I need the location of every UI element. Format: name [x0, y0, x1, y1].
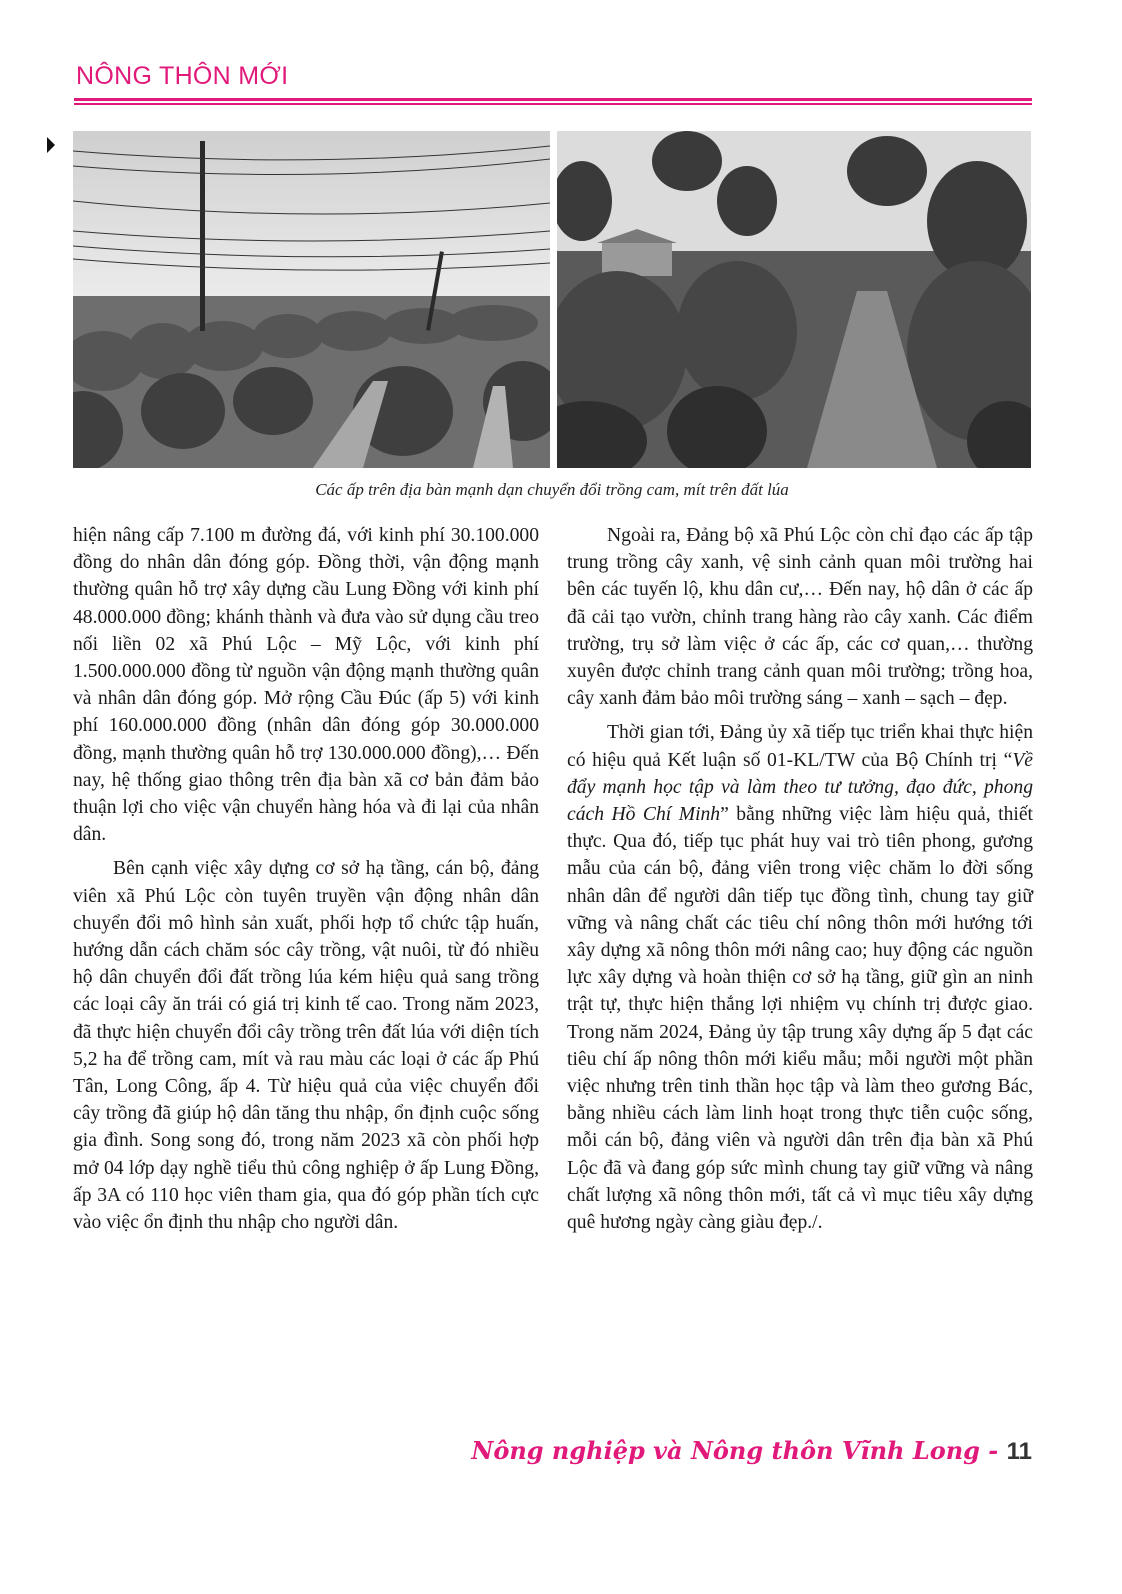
- section-label: NÔNG THÔN MỚI: [76, 62, 289, 90]
- paragraph: Bên cạnh việc xây dựng cơ sở hạ tầng, cán bộ, đảng viên xã Phú Lộc còn tuyên truyền vận động nhân dân chuyển đổi mô hình sản xuất, phối hợp tổ chức tập huấn, hướng dẫn cách chăm sóc cây trồng, vật nuôi, từ đó nhiều hộ dân chuyển đổi đất trồng lúa kém hiệu quả sang trồng các loại cây ăn trái có giá trị kinh tế cao. Trong năm 2023, đã thực hiện chuyển đổi cây trồng trên đất lúa với diện tích 5,2 ha để trồng cam, mít và rau màu các loại ở các ấp Phú Tân, Long Công, ấp 4. Từ hiệu quả của việc chuyển đổi cây trồng đã giúp hộ dân tăng thu nhập, ổn định cuộc sống gia đình. Song song đó, trong năm 2023 xã còn phối hợp mở 04 lớp dạy nghề tiểu thủ công nghiệp ở ấp Lung Đồng, ấp 3A có 110 học viên tham gia, qua đó góp phần tích cực vào việc ổn định thu nhập cho người dân.: [73, 858, 539, 1234]
- photo-right: [557, 131, 1031, 468]
- footer-separator: -: [979, 1436, 1007, 1465]
- column-right: [567, 522, 1033, 1243]
- header-rule-top: [74, 98, 1032, 101]
- photo-caption: Các ấp trên địa bàn mạnh dạn chuyển đổi trồng cam, mít trên đất lúa: [315, 480, 789, 499]
- paragraph: Ngoài ra, Đảng bộ xã Phú Lộc còn chỉ đạo các ấp tập trung trồng cây xanh, vệ sinh cảnh quan môi trường hai bên các tuyến lộ, khu dân cư,… Đến nay, hộ dân ở các ấp đã cải tạo vườn, chỉnh trang hàng rào cây xanh. Các điểm trường, trụ sở làm việc ở các ấp, các cơ quan,… thường xuyên được chỉnh trang cảnh quan môi trường; trồng hoa, cây xanh đảm bảo môi trường sáng – xanh – sạch – đẹp.: [567, 525, 1033, 710]
- photo-left: [73, 131, 550, 468]
- page-number: 11: [1006, 1438, 1032, 1465]
- paragraph: [567, 719, 1033, 1236]
- quote-title: Về đẩy mạnh học tập và làm theo tư tưởng, đạo đức, phong cách Hồ Chí Minh: [567, 749, 1033, 826]
- header-rule-bottom: [74, 103, 1032, 105]
- paragraph: hiện nâng cấp 7.100 m đường đá, với kinh phí 30.100.000 đồng do nhân dân đóng góp. Đồng thời, vận động mạnh thường quân hỗ trợ xây dựng cầu Lung Đồng với kinh phí 48.000.000 đồng; khánh thành và đưa vào sử dụng cầu treo nối liền 02 xã Phú Lộc – Mỹ Lộc, với kinh phí 1.500.000.000 đồng từ nguồn vận động mạnh thường quân và nhân dân đóng góp. Mở rộng Cầu Đúc (ấp 5) với kinh phí 160.000.000 đồng (nhân dân đóng góp 30.000.000 đồng, mạnh thường quân hỗ trợ 130.000.000 đồng),… Đến nay, hệ thống giao thông trên địa bàn xã cơ bản đảm bảo thuận lợi cho việc vận chuyển hàng hóa và đi lại của nhân dân.: [73, 525, 539, 846]
- orchard-coconut-trees-image: [557, 131, 1031, 468]
- magazine-title: Nông nghiệp và Nông thôn Vĩnh Long: [471, 1436, 980, 1465]
- page-footer: [471, 1436, 1032, 1466]
- orchard-power-poles-image: [73, 131, 550, 468]
- text-run: ” bằng những việc làm hiệu quả, thiết thực. Qua đó, tiếp tục phát huy vai trò tiên phong, gương mẫu của cán bộ, đảng viên trong việc chăm lo đời sống nhân dân để người dân tiếp tục đồng tình, chung tay giữ vững và nâng chất các tiêu chí nông thôn mới hướng tới xây dựng xã nông thôn mới nâng cao; huy động các nguồn lực xây dựng và hoàn thiện cơ sở hạ tầng, giữ gìn an ninh trật tự, thực hiện thắng lợi nhiệm vụ chính trị được giao. Trong năm 2024, Đảng ủy tập trung xây dựng ấp 5 đạt các tiêu chí ấp nông thôn mới kiểu mẫu; mỗi người một phần việc nhưng trên tinh thần học tập và làm theo gương Bác, bằng nhiều cách làm linh hoạt trong thực tiễn cuộc sống, mỗi cán bộ, đảng viên và người dân trên địa bàn xã Phú Lộc đã và đang góp sức mình chung tay giữ vững và nâng chất lượng xã nông thôn mới, tất cả vì mục tiêu xây dựng quê hương ngày càng giàu đẹp./.: [567, 804, 1033, 1234]
- text-run: Thời gian tới, Đảng ủy xã tiếp tục triển khai thực hiện có hiệu quả Kết luận số 01-KL/TW của Bộ Chính trị “: [567, 722, 1033, 771]
- page-marker-icon: [46, 136, 56, 154]
- column-left: [73, 522, 539, 1243]
